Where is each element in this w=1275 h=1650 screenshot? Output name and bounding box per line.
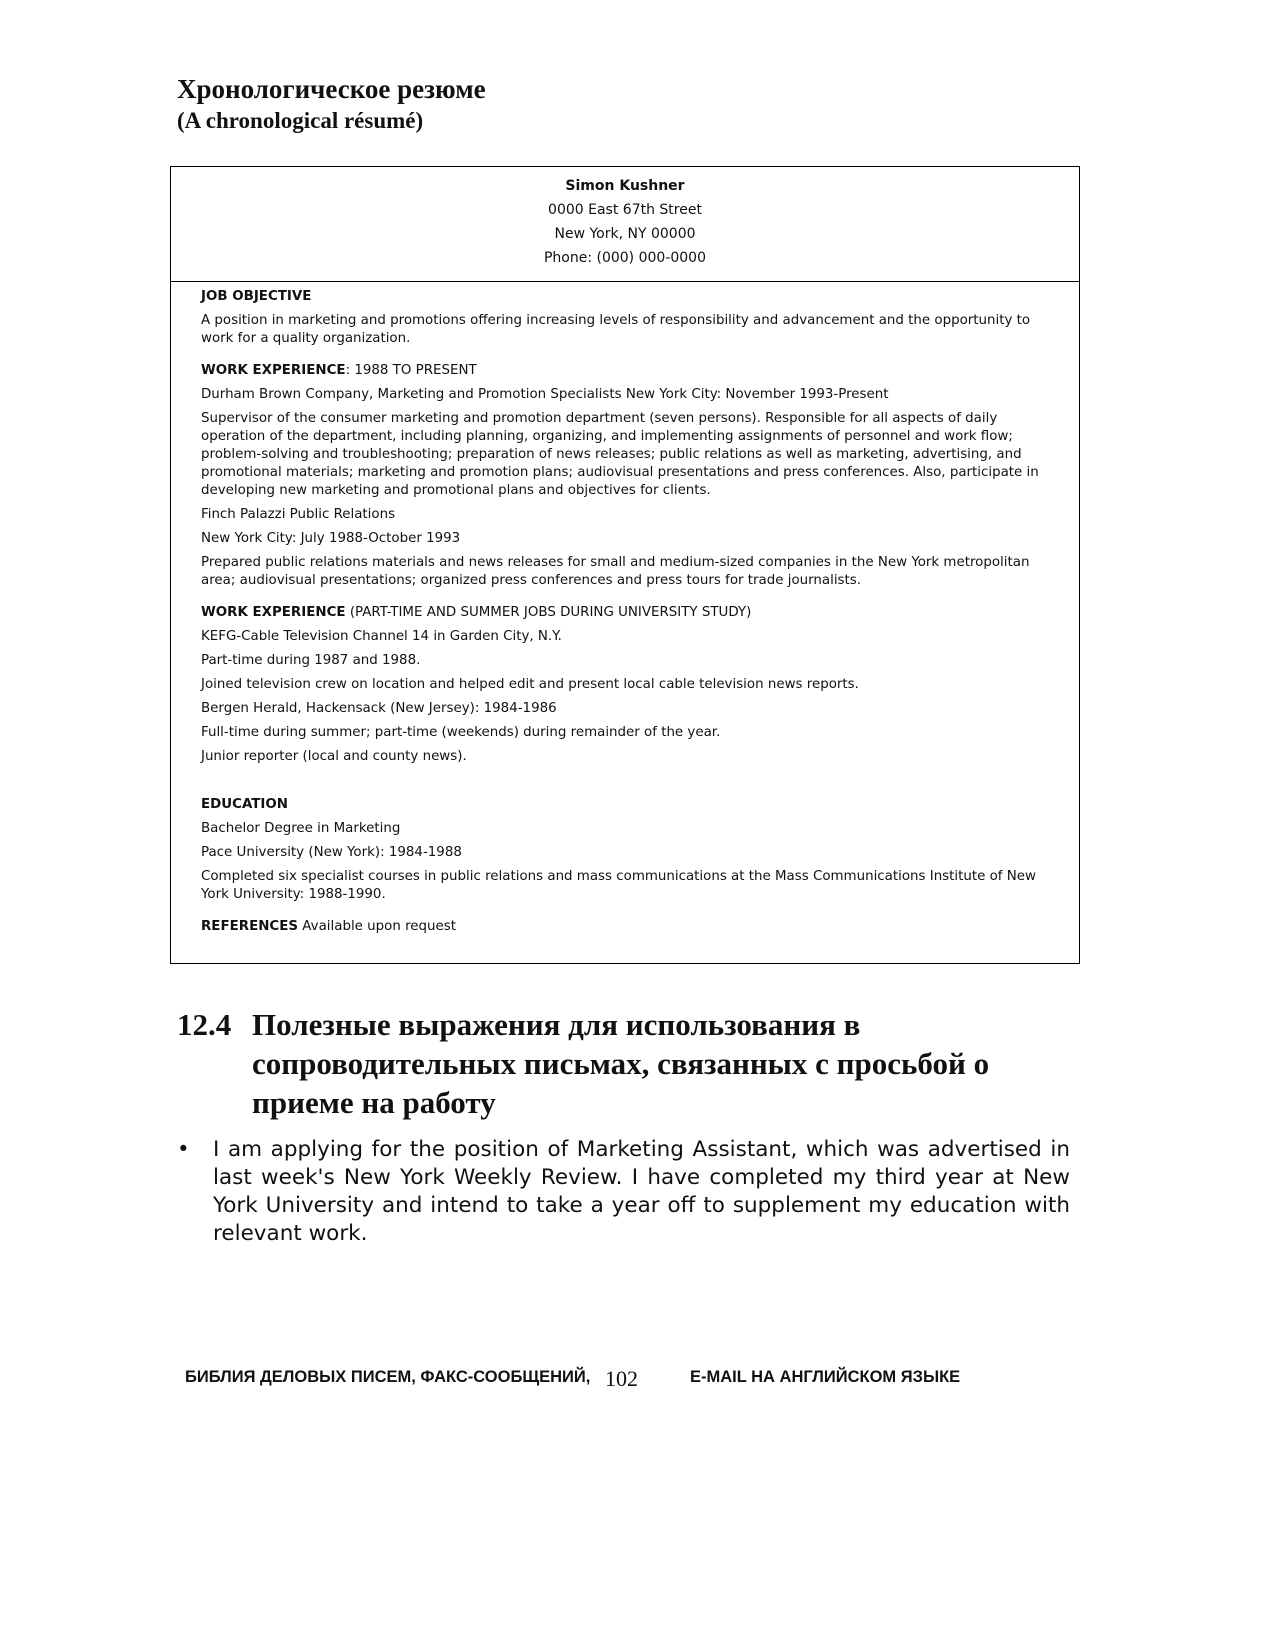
page-number: 102 — [605, 1366, 638, 1391]
resume-city: New York, NY 00000 — [554, 226, 696, 242]
work-experience-period: : 1988 TO PRESENT — [345, 363, 477, 378]
job2-company: Finch Palazzi Public Relations — [201, 507, 396, 522]
footer-left-text: БИБЛИЯ ДЕЛОВЫХ ПИСЕМ, ФАКС-СООБЩЕНИЙ, — [185, 1368, 591, 1386]
bullet-text: I am applying for the position of Marketing Assistant, which was advertised in last week's New York Weekly Review. I have completed my third year at New York University and intend to take a year off to supplement my education with relevant work. — [213, 1137, 1070, 1246]
parttime-line: Full-time during summer; part-time (weekends) during remainder of the year. — [201, 725, 721, 740]
resume-name: Simon Kushner — [565, 178, 685, 194]
resume-phone: Phone: (000) 000-0000 — [543, 250, 707, 266]
references-title: REFERENCES — [201, 919, 299, 934]
resume-body — [171, 282, 1079, 936]
page-heading-ru: Хронологическое резюме — [177, 74, 486, 104]
job1-line: Durham Brown Company, Marketing and Promotion Specialists New York City: November 1993-Present — [201, 387, 889, 402]
parttime-heading — [201, 604, 1057, 622]
education-degree: Bachelor Degree in Marketing — [201, 821, 401, 836]
job-objective-text: A position in marketing and promotions offering increasing levels of responsibility and advancement and the opportunity to work for a quality organization. — [201, 313, 1031, 346]
education-title: EDUCATION — [201, 797, 288, 812]
parttime-line: Part-time during 1987 and 1988. — [201, 653, 421, 668]
work-experience-heading — [201, 362, 1057, 380]
resume-box — [170, 166, 1080, 964]
parttime-line: KEFG-Cable Television Channel 14 in Garden City, N.Y. — [201, 629, 562, 644]
job-objective-title: JOB OBJECTIVE — [201, 289, 312, 304]
section-title: Полезные выражения для использования в сопроводительных письмах, связанных с просьбой о приеме на работу — [252, 1007, 990, 1120]
section-number: 12.4 — [177, 1007, 232, 1042]
bullet-list-item — [177, 1136, 1070, 1248]
parttime-line: Bergen Herald, Hackensack (New Jersey): 1984-1986 — [201, 701, 557, 716]
page-heading-en: (A chronological résumé) — [177, 108, 424, 133]
parttime-subtitle: (PART-TIME AND SUMMER JOBS DURING UNIVERSITY STUDY) — [345, 605, 752, 620]
references-line — [201, 918, 1057, 936]
section-heading — [177, 1005, 1077, 1122]
education-school: Pace University (New York): 1984-1988 — [201, 845, 462, 860]
footer-right-text: E-MAIL НА АНГЛИЙСКОМ ЯЗЫКЕ — [690, 1368, 961, 1386]
education-courses: Completed six specialist courses in public relations and mass communications at the Mass Communications Institute of New York University: 1988-1990. — [201, 869, 1036, 902]
parttime-title: WORK EXPERIENCE — [201, 605, 346, 620]
bullet-icon: • — [177, 1137, 190, 1162]
resume-address: 0000 East 67th Street — [548, 202, 702, 218]
job2-dates: New York City: July 1988-October 1993 — [201, 531, 461, 546]
parttime-line: Joined television crew on location and helped edit and present local cable television news reports. — [201, 677, 859, 692]
job2-description: Prepared public relations materials and news releases for small and medium-sized companies in the New York metropolitan area; audiovisual presentations; organized press conferences and press tours for trade journalists. — [201, 555, 1030, 588]
resume-header — [171, 167, 1079, 282]
parttime-line: Junior reporter (local and county news). — [201, 749, 467, 764]
job1-description: Supervisor of the consumer marketing and promotion department (seven persons). Responsible for all aspects of daily operation of the department, including planning, organizing, and implementing assignments of personnel and work flow; problem-solving and troubleshooting; preparation of news releases; public relations as well as marketing, advertising, and promotional materials; marketing and promotion plans; audiovisual presentations and press conferences. Also, participate in developing new marketing and promotional plans and objectives for clients. — [201, 411, 1039, 498]
references-text: Available upon request — [298, 919, 456, 934]
work-experience-title: WORK EXPERIENCE — [201, 363, 346, 378]
